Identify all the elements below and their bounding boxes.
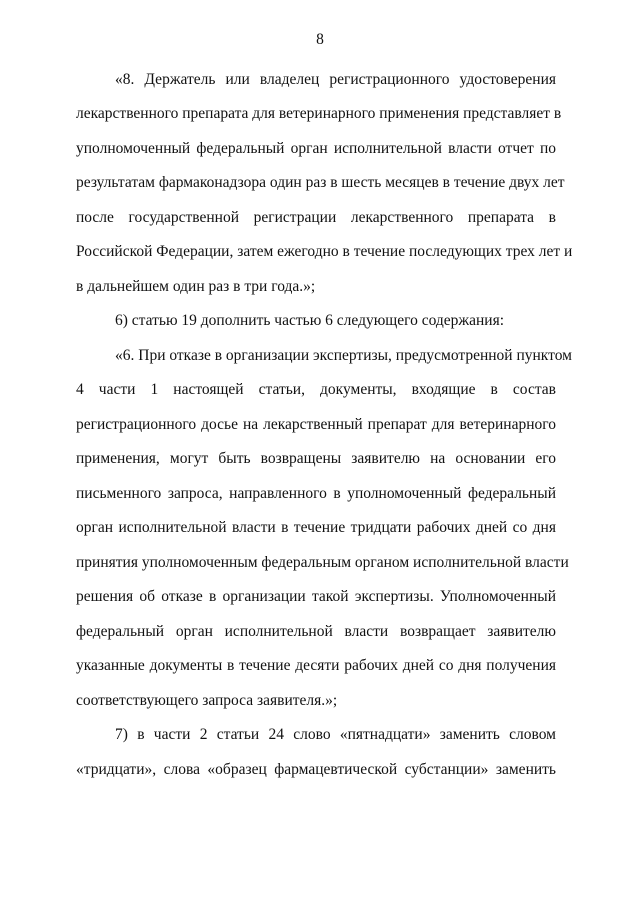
page-number: 8 xyxy=(316,31,324,48)
text-line: «8. Держатель или владелец регистрационного удостоверения xyxy=(115,71,556,88)
text-line: принятия уполномоченным федеральным органом исполнительной власти xyxy=(76,554,569,571)
text-line: уполномоченный федеральный орган исполнительной власти отчет по xyxy=(76,140,556,157)
text-line: орган исполнительной власти в течение тридцати рабочих дней со дня xyxy=(76,519,556,536)
text-line: после государственной регистрации лекарственного препарата в xyxy=(76,209,556,226)
text-line: Российской Федерации, затем ежегодно в течение последующих трех лет и xyxy=(76,243,573,260)
text-line: решения об отказе в организации такой экспертизы. Уполномоченный xyxy=(76,588,556,605)
text-line: 6) статью 19 дополнить частью 6 следующего содержания: xyxy=(115,312,505,329)
text-line: регистрационного досье на лекарственный препарат для ветеринарного xyxy=(76,416,556,433)
text-line: соответствующего запроса заявителя.»; xyxy=(76,692,338,709)
text-line: указанные документы в течение десяти рабочих дней со дня получения xyxy=(76,657,556,674)
text-line: 7) в части 2 статьи 24 слово «пятнадцати» заменить словом xyxy=(115,726,556,743)
text-line: «6. При отказе в организации экспертизы, предусмотренной пунктом xyxy=(115,347,572,364)
text-line: лекарственного препарата для ветеринарного применения представляет в xyxy=(76,105,562,122)
text-line: результатам фармаконадзора один раз в шесть месяцев в течение двух лет xyxy=(76,174,565,191)
text-line: применения, могут быть возвращены заявителю на основании его xyxy=(76,450,556,467)
text-line: в дальнейшем один раз в три года.»; xyxy=(76,278,316,295)
text-line: письменного запроса, направленного в уполномоченный федеральный xyxy=(76,485,556,502)
text-line: федеральный орган исполнительной власти возвращает заявителю xyxy=(76,623,556,640)
text-line: 4 части 1 настоящей статьи, документы, входящие в состав xyxy=(76,381,556,398)
text-line: «тридцати», слова «образец фармацевтической субстанции» заменить xyxy=(76,761,556,778)
